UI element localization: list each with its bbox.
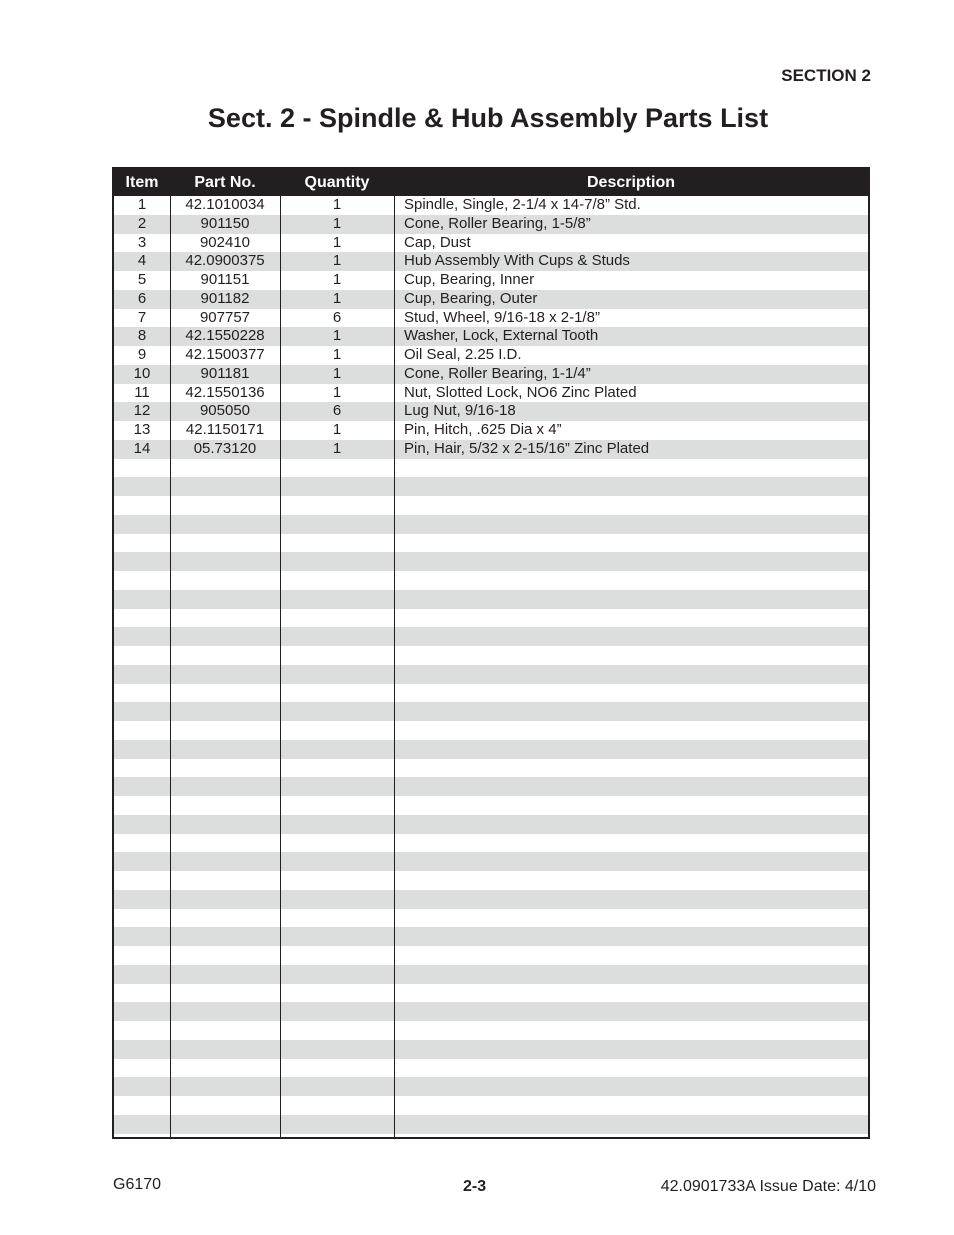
column-divider (394, 196, 395, 1137)
table-row (114, 290, 868, 309)
cell-item: 4 (137, 252, 147, 270)
cell-item (114, 1040, 170, 1059)
cell-item (114, 890, 170, 909)
cell-part-no (170, 459, 280, 478)
cell-quantity (280, 852, 394, 871)
table-row (114, 309, 868, 328)
cell-part-no (170, 1040, 280, 1059)
cell-item (114, 1077, 170, 1096)
cell-description (394, 590, 868, 609)
cell-quantity: 1 (332, 364, 342, 382)
cell-item (114, 721, 170, 740)
cell-description: Cap, Dust (404, 233, 471, 251)
table-row (114, 384, 868, 403)
cell-part-no: 902410 (199, 233, 251, 251)
cell-description (394, 740, 868, 759)
empty-table-row (114, 815, 868, 834)
cell-part-no (170, 721, 280, 740)
table-header (114, 169, 868, 196)
cell-item (114, 852, 170, 871)
cell-quantity: 1 (332, 252, 342, 270)
empty-table-row (114, 1002, 868, 1021)
cell-quantity: 1 (332, 439, 342, 457)
table-row (114, 215, 868, 234)
empty-table-row (114, 1021, 868, 1040)
cell-part-no: 901151 (200, 271, 250, 288)
cell-item: 6 (137, 289, 147, 307)
cell-quantity (280, 721, 394, 740)
cell-part-no: 907757 (199, 308, 251, 326)
cell-description (394, 477, 868, 496)
cell-part-no (170, 759, 280, 778)
cell-description (394, 552, 868, 571)
cell-item: 12 (133, 402, 151, 420)
cell-part-no (170, 609, 280, 628)
cell-quantity: 1 (332, 421, 342, 438)
cell-quantity (280, 477, 394, 496)
cell-description (394, 496, 868, 515)
column-header-quantity: Quantity (304, 173, 370, 191)
cell-part-no (170, 740, 280, 759)
cell-description: Oil Seal, 2.25 I.D. (404, 346, 522, 363)
cell-description (394, 534, 868, 553)
cell-quantity (280, 946, 394, 965)
table-row (114, 346, 868, 365)
cell-description (394, 702, 868, 721)
cell-quantity: 1 (332, 233, 342, 251)
empty-table-row (114, 646, 868, 665)
cell-part-no (170, 1002, 280, 1021)
cell-part-no (170, 927, 280, 946)
cell-item: 9 (137, 346, 147, 363)
cell-description (394, 515, 868, 534)
cell-item: 1 (137, 196, 147, 213)
empty-table-row (114, 1040, 868, 1059)
cell-part-no (170, 646, 280, 665)
cell-part-no (170, 571, 280, 590)
cell-quantity: 6 (332, 402, 342, 420)
cell-quantity (280, 665, 394, 684)
cell-quantity: 6 (332, 308, 342, 326)
cell-item (114, 796, 170, 815)
cell-part-no (170, 946, 280, 965)
cell-part-no (170, 1059, 280, 1078)
cell-quantity (280, 1040, 394, 1059)
empty-table-row (114, 1096, 868, 1115)
cell-quantity (280, 777, 394, 796)
cell-item (114, 815, 170, 834)
cell-item (114, 534, 170, 553)
empty-table-row (114, 984, 868, 1003)
cell-part-no (170, 702, 280, 721)
cell-quantity (280, 1077, 394, 1096)
empty-table-row (114, 459, 868, 478)
cell-part-no (170, 477, 280, 496)
cell-part-no (170, 965, 280, 984)
cell-quantity: 1 (332, 289, 342, 307)
cell-part-no (170, 627, 280, 646)
cell-item (114, 909, 170, 928)
cell-quantity (280, 496, 394, 515)
empty-table-row (114, 571, 868, 590)
cell-item (114, 515, 170, 534)
cell-part-no (170, 909, 280, 928)
cell-quantity: 1 (332, 327, 342, 345)
column-divider (280, 196, 281, 1137)
cell-part-no: 905050 (199, 402, 251, 420)
cell-item (114, 477, 170, 496)
cell-quantity: 1 (332, 346, 342, 363)
cell-description: Washer, Lock, External Tooth (404, 327, 599, 345)
cell-quantity: 1 (332, 214, 342, 232)
cell-description (394, 946, 868, 965)
cell-quantity (280, 627, 394, 646)
cell-item (114, 1096, 170, 1115)
cell-description (394, 684, 868, 703)
empty-table-row (114, 796, 868, 815)
table-row (114, 421, 868, 440)
cell-part-no (170, 665, 280, 684)
cell-quantity (280, 1002, 394, 1021)
table-body (114, 196, 868, 1134)
cell-part-no (170, 1115, 280, 1134)
footer-page-number: 2-3 (463, 1178, 487, 1195)
cell-description (394, 459, 868, 478)
column-divider (170, 196, 171, 1137)
cell-description (394, 646, 868, 665)
empty-table-row (114, 627, 868, 646)
cell-item (114, 646, 170, 665)
cell-item (114, 590, 170, 609)
table-row (114, 234, 868, 253)
cell-description (394, 890, 868, 909)
empty-table-row (114, 477, 868, 496)
cell-part-no (170, 1021, 280, 1040)
cell-description: Lug Nut, 9/16-18 (404, 402, 516, 420)
cell-part-no: 42.1550228 (185, 327, 265, 345)
cell-part-no: 42.1010034 (185, 196, 265, 213)
cell-part-no: 42.1150171 (185, 421, 265, 438)
cell-item (114, 627, 170, 646)
cell-description: Pin, Hair, 5/32 x 2-15/16” Zinc Plated (404, 439, 650, 457)
cell-quantity (280, 590, 394, 609)
cell-item (114, 702, 170, 721)
cell-part-no (170, 684, 280, 703)
cell-description (394, 1115, 868, 1134)
cell-quantity (280, 702, 394, 721)
table-row (114, 271, 868, 290)
cell-item (114, 834, 170, 853)
empty-table-row (114, 909, 868, 928)
cell-part-no (170, 984, 280, 1003)
empty-table-row (114, 1115, 868, 1134)
cell-quantity (280, 871, 394, 890)
cell-description: Stud, Wheel, 9/16-18 x 2-1/8” (404, 308, 600, 326)
cell-description (394, 627, 868, 646)
empty-table-row (114, 965, 868, 984)
cell-description (394, 777, 868, 796)
column-header-part-no: Part No. (194, 173, 256, 191)
cell-quantity (280, 1021, 394, 1040)
cell-description (394, 796, 868, 815)
cell-item: 13 (133, 421, 151, 438)
cell-item (114, 496, 170, 515)
empty-table-row (114, 890, 868, 909)
cell-item: 11 (134, 383, 150, 401)
cell-quantity: 1 (332, 271, 342, 288)
cell-part-no (170, 852, 280, 871)
table-row (114, 252, 868, 271)
table-row (114, 402, 868, 421)
cell-quantity (280, 534, 394, 553)
cell-description (394, 1021, 868, 1040)
cell-quantity (280, 1059, 394, 1078)
cell-quantity (280, 927, 394, 946)
empty-table-row (114, 777, 868, 796)
cell-quantity (280, 552, 394, 571)
cell-description (394, 759, 868, 778)
cell-part-no (170, 1077, 280, 1096)
cell-quantity (280, 815, 394, 834)
cell-quantity (280, 1115, 394, 1134)
table-row (114, 327, 868, 346)
cell-description (394, 965, 868, 984)
cell-item: 5 (137, 271, 147, 288)
cell-item (114, 684, 170, 703)
cell-item (114, 740, 170, 759)
cell-description (394, 852, 868, 871)
cell-description (394, 984, 868, 1003)
page-title: Sect. 2 - Spindle & Hub Assembly Parts List (207, 103, 769, 133)
empty-table-row (114, 684, 868, 703)
empty-table-row (114, 871, 868, 890)
cell-item: 2 (137, 214, 147, 232)
cell-quantity (280, 609, 394, 628)
cell-part-no: 05.73120 (193, 439, 257, 457)
cell-quantity (280, 1096, 394, 1115)
cell-item (114, 871, 170, 890)
cell-item (114, 927, 170, 946)
empty-table-row (114, 590, 868, 609)
cell-item (114, 1002, 170, 1021)
cell-part-no: 42.1500377 (185, 346, 265, 363)
cell-part-no: 42.1550136 (185, 383, 265, 401)
cell-quantity (280, 759, 394, 778)
empty-table-row (114, 1059, 868, 1078)
cell-part-no (170, 777, 280, 796)
cell-quantity (280, 459, 394, 478)
cell-description (394, 1077, 868, 1096)
empty-table-row (114, 1077, 868, 1096)
cell-part-no (170, 834, 280, 853)
cell-item (114, 984, 170, 1003)
cell-item (114, 1115, 170, 1134)
cell-item (114, 1021, 170, 1040)
empty-table-row (114, 534, 868, 553)
cell-description (394, 1059, 868, 1078)
empty-table-row (114, 702, 868, 721)
cell-item: 14 (133, 439, 151, 457)
cell-item (114, 946, 170, 965)
cell-description (394, 1002, 868, 1021)
cell-part-no: 901181 (200, 364, 250, 382)
empty-table-row (114, 852, 868, 871)
cell-description: Cup, Bearing, Inner (404, 271, 535, 288)
cell-item (114, 777, 170, 796)
cell-description: Cone, Roller Bearing, 1-5/8” (404, 214, 591, 232)
cell-quantity (280, 796, 394, 815)
cell-description (394, 571, 868, 590)
cell-item: 3 (137, 233, 147, 251)
footer-doc-issue: 42.0901733A Issue Date: 4/10 (660, 1178, 876, 1195)
footer-model: G6170 (113, 1176, 162, 1193)
cell-quantity: 1 (332, 196, 342, 213)
table-row (114, 365, 868, 384)
cell-item (114, 665, 170, 684)
cell-item (114, 459, 170, 478)
cell-part-no (170, 590, 280, 609)
cell-part-no (170, 890, 280, 909)
cell-quantity: 1 (332, 383, 342, 401)
cell-item: 7 (137, 308, 147, 326)
cell-description: Cup, Bearing, Outer (404, 289, 538, 307)
section-label: SECTION 2 (781, 66, 871, 85)
cell-part-no (170, 496, 280, 515)
cell-description (394, 927, 868, 946)
cell-item (114, 552, 170, 571)
cell-part-no (170, 534, 280, 553)
cell-quantity (280, 890, 394, 909)
column-header-description: Description (586, 173, 675, 191)
cell-description (394, 665, 868, 684)
cell-description (394, 1096, 868, 1115)
cell-part-no: 901182 (200, 289, 250, 307)
empty-table-row (114, 740, 868, 759)
cell-part-no (170, 871, 280, 890)
cell-part-no (170, 1096, 280, 1115)
cell-part-no (170, 796, 280, 815)
cell-quantity (280, 965, 394, 984)
cell-part-no (170, 815, 280, 834)
cell-item (114, 965, 170, 984)
cell-item: 10 (133, 364, 151, 382)
cell-part-no: 42.0900375 (185, 252, 265, 270)
empty-table-row (114, 927, 868, 946)
cell-description (394, 815, 868, 834)
empty-table-row (114, 609, 868, 628)
cell-description: Pin, Hitch, .625 Dia x 4” (404, 421, 562, 438)
empty-table-row (114, 721, 868, 740)
cell-description: Hub Assembly With Cups & Studs (404, 252, 630, 270)
cell-description: Cone, Roller Bearing, 1-1/4” (404, 364, 591, 382)
cell-item (114, 1059, 170, 1078)
cell-quantity (280, 515, 394, 534)
table-row (114, 440, 868, 459)
cell-quantity (280, 984, 394, 1003)
table-row (114, 196, 868, 215)
cell-item (114, 759, 170, 778)
empty-table-row (114, 946, 868, 965)
empty-table-row (114, 665, 868, 684)
cell-part-no: 901150 (200, 214, 250, 232)
cell-item (114, 571, 170, 590)
cell-part-no (170, 552, 280, 571)
cell-item (114, 609, 170, 628)
cell-description: Nut, Slotted Lock, NO6 Zinc Plated (404, 383, 637, 401)
empty-table-row (114, 496, 868, 515)
cell-description (394, 834, 868, 853)
cell-quantity (280, 571, 394, 590)
cell-quantity (280, 909, 394, 928)
column-header-item: Item (125, 173, 159, 191)
cell-description: Spindle, Single, 2-1/4 x 14-7/8” Std. (404, 196, 641, 213)
empty-table-row (114, 515, 868, 534)
cell-description (394, 909, 868, 928)
empty-table-row (114, 552, 868, 571)
cell-quantity (280, 684, 394, 703)
cell-quantity (280, 834, 394, 853)
cell-part-no (170, 515, 280, 534)
cell-description (394, 871, 868, 890)
cell-quantity (280, 740, 394, 759)
cell-item: 8 (137, 327, 147, 345)
cell-description (394, 1040, 868, 1059)
cell-quantity (280, 646, 394, 665)
cell-description (394, 721, 868, 740)
cell-description (394, 609, 868, 628)
parts-table (112, 167, 870, 1139)
empty-table-row (114, 759, 868, 778)
empty-table-row (114, 834, 868, 853)
